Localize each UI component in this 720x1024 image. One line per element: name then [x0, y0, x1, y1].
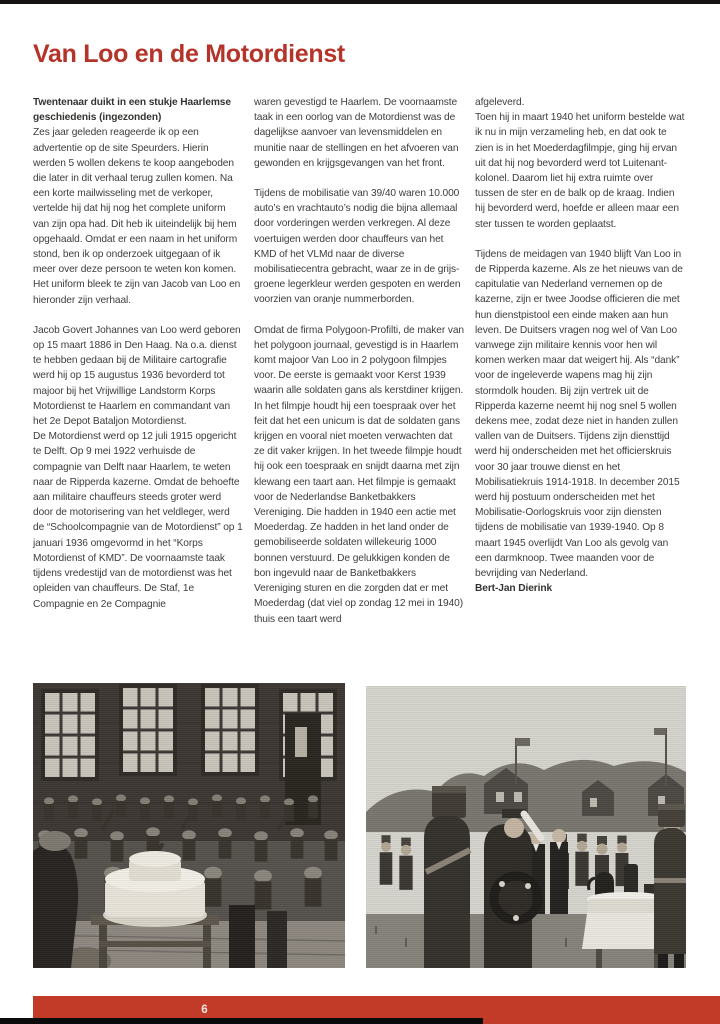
- paragraph: afgeleverd.: [475, 97, 525, 108]
- scan-top-edge: [0, 0, 720, 4]
- cake-ceremony-illustration: [366, 686, 686, 968]
- article-title: Van Loo en de Motordienst: [33, 40, 345, 68]
- paragraph: De Motordienst werd op 12 juli 1915 opgericht te Delft. Op 9 mei 1922 verhuisde de compagnie van Delft naar Haarlem, te weten naar de Ripperda kazerne. Omdat de behoefte aan militaire chauffeurs steeds groter werd door de motorisering van het veldleger, werd de “Schoolcompagnie van de Motordienst” op 1 januari 1936 omgevormd in het “Korps Motordienst of KMD”. De voornaamste taak tijdens vredestijd van de motordienst was het opleiden van chauffeurs. De Staf, 1e Compagnie en 2e Compagnie: [33, 431, 243, 610]
- column-1: [33, 95, 243, 612]
- paragraph: Omdat de firma Polygoon-Profilti, de maker van het polygoon journaal, gevestigd is in Haarlem komt majoor Van Loo in 2 polygoon filmpjes voor. De eerste is gemaakt voor Kerst 1939 waarin alle soldaten gans als kerstdiner krijgen. In het filmpje houdt hij een toespraak over het feit dat het een unicum is dat de soldaten gans krijgen en vooral niet moeten verwachten dat ze dit vaker krijgen. In het tweede filmpje houdt hij ook een toespraak en snijdt daarna met zijn klewang een taart aan. Het filmpje is gemaakt voor de Nederlandse Banketbakkers Vereniging. Die hadden in 1940 een actie met Moederdag. Ze hadden in het land onder de gemobiliseerde soldaten willekeurig 1000 bonnen verstuurd. De gelukkigen konden de bon ingevuld naar de Banketbakkers Vereniging sturen en die zorgden dat er met Moederdag (dat viel op zondag 12 mei in 1940) thuis een taart werd: [254, 324, 464, 625]
- photo-soldiers-marching: [33, 683, 345, 968]
- paragraph: Jacob Govert Johannes van Loo werd geboren op 15 maart 1886 in Den Haag. Na o.a. dienst te hebben gedaan bij de Militaire cartografie werd hij op 15 augustus 1936 bevorderd tot majoor bij het Vrijwillige Landstorm Korps Motordienst te Haarlem en commandant van het 2e Depot Bataljon Motordienst.: [33, 324, 241, 428]
- paragraph: Zes jaar geleden reageerde ik op een advertentie op de site Speurders. Hierin werden 5 wollen dekens te koop aangeboden die later in dit verhaal terug zullen komen. Na een korte mailwisseling met de verkoper, vertelde hij dat hij nog het complete uniform van zijn opa had. Dit heb ik uiteindelijk bij hem opgehaald. Omdat er een naam in het uniform stond, ben ik op onderzoek uitgegaan of ik meer over deze persoon te weten kon komen. Het uniform bleek te zijn van Jacob van Loo en hieronder zijn verhaal.: [33, 127, 241, 306]
- paragraph: Tijdens de mobilisatie van 39/40 waren 10.000 auto’s en vrachtauto’s nodig die bijna allemaal door vorderingen werden verkregen. Al deze voertuigen werden door chauffeurs van het KMD of het VLMd naar de diverse mobilisatiecentra gebracht, waar ze in de grijs-groene legerkleur werden gespoten en werden voorzien van oranje nummerborden.: [254, 188, 461, 306]
- page-number: 6: [201, 1004, 208, 1016]
- paragraph: Toen hij in maart 1940 het uniform bestelde wat ik nu in mijn verzameling heb, en dat ook te zien is in het Moederdagfilmpje, ging hij ervan uit dat hij nog bevorderd werd tot Luitenant-kolonel. Daarom liet hij extra ruimte over tussen de ster en de balk op de kraag. Indien hij bevorderd werd, hoefde er alleen maar een ster tussen te worden geplaatst.: [475, 112, 685, 230]
- intro-heading: Twentenaar duikt in een stukje Haarlemse geschiedenis (ingezonden): [33, 97, 231, 124]
- soldiers-marching-illustration: [33, 683, 345, 968]
- author-byline: Bert-Jan Dierink: [475, 583, 553, 595]
- photo-cake-ceremony: [366, 686, 686, 968]
- column-2: [254, 95, 464, 627]
- paragraph: waren gevestigd te Haarlem. De voornaamste taak in een oorlog van de Motordienst was de dagelijkse aanvoer van levensmiddelen en munitie naar de stellingen en het afvoeren van gewonden en krijgsgevangen van het front.: [254, 97, 459, 169]
- column-3: [475, 95, 685, 597]
- scan-bottom-edge: [0, 1018, 483, 1024]
- paragraph: Tijdens de meidagen van 1940 blijft Van Loo in de Ripperda kazerne. Als ze het nieuws van de capitulatie van Nederland vernemen op de kazerne, zijn er twee Joodse officieren die met hun dienstpistool een einde maken aan hun leven. De Duitsers vragen nog wel of Van Loo vanwege zijn militaire kennis voor hen wil komen werken maar dat weigert hij. Als “dank” voor de ingeleverde wapens mag hij zijn stormdolk houden. Bij zijn vertrek uit de Ripperda kazerne neemt hij nog snel 5 wollen dekens mee, zodat deze niet in handen zullen vallen van de Duitsers. Tijdens zijn diensttijd werd hij onderscheiden met het officierskruis voor 30 jaar trouwe dienst en het Mobilisatiekruis 1914-1918. In december 2015 werd hij postuum onderscheiden met het Mobilisatie-Oorlogskruis voor zijn diensten tijdens de mobilisatie van 1939-1940. Op 8 maart 1945 overlijdt Van Loo als gevolg van een darmknoop. Twee maanden voor de bevrijding van Nederland.: [475, 248, 683, 580]
